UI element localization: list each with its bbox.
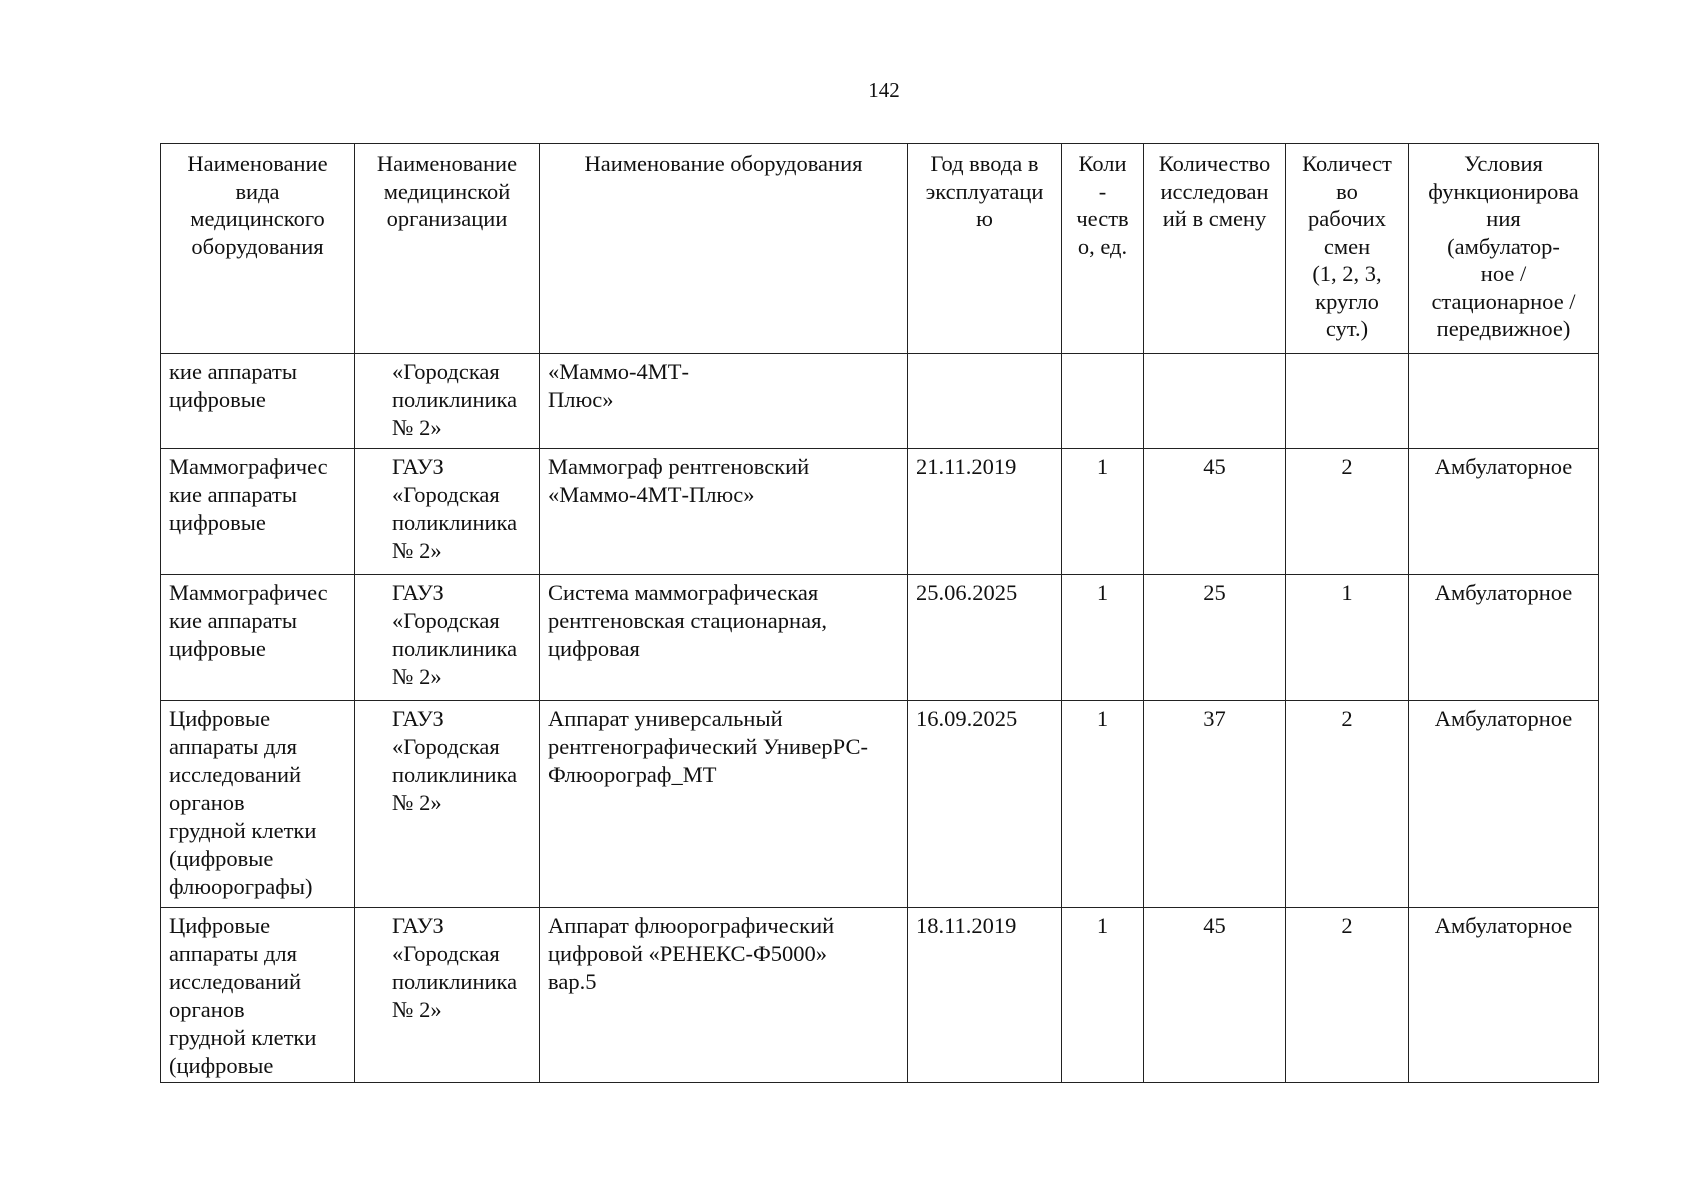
cell-operating-conditions: Амбулаторное [1409,449,1599,575]
cell-studies-per-shift [1144,354,1286,449]
cell-equipment-name: Система маммографическая рентгеновская стационарная, цифровая [540,575,908,701]
header-shift-count: Количест во рабочих смен (1, 2, 3, кругло сут.) [1286,144,1409,354]
cell-operating-conditions [1409,354,1599,449]
cell-equipment-type: кие аппараты цифровые [161,354,355,449]
cell-organization: ГАУЗ «Городская поликлиника № 2» [355,701,540,908]
cell-equipment-name: Аппарат флюорографический цифровой «РЕНЕКС-Ф5000» вар.5 [540,908,908,1083]
table-row [161,354,1599,449]
cell-quantity [1062,354,1144,449]
cell-commission-year [908,354,1062,449]
cell-equipment-name: Маммограф рентгеновский «Маммо-4МТ-Плюс» [540,449,908,575]
table-row [161,449,1599,575]
table-row [161,701,1599,908]
cell-operating-conditions: Амбулаторное [1409,908,1599,1083]
cell-shift-count: 2 [1286,449,1409,575]
header-operating-conditions: Условия функционирова ния (амбулатор- ное / стационарное / передвижное) [1409,144,1599,354]
cell-shift-count [1286,354,1409,449]
cell-commission-year: 21.11.2019 [908,449,1062,575]
cell-commission-year: 16.09.2025 [908,701,1062,908]
header-quantity: Коли - честв о, ед. [1062,144,1144,354]
equipment-table [160,143,1599,1083]
header-equipment-name: Наименование оборудования [540,144,908,354]
cell-quantity: 1 [1062,701,1144,908]
cell-equipment-type: Маммографичес кие аппараты цифровые [161,449,355,575]
header-commission-year: Год ввода в эксплуатаци ю [908,144,1062,354]
cell-quantity: 1 [1062,908,1144,1083]
cell-shift-count: 1 [1286,575,1409,701]
cell-equipment-type: Цифровые аппараты для исследований органов грудной клетки (цифровые [161,908,355,1083]
cell-organization: ГАУЗ «Городская поликлиника № 2» [355,908,540,1083]
cell-operating-conditions: Амбулаторное [1409,575,1599,701]
cell-operating-conditions: Амбулаторное [1409,701,1599,908]
page-number: 142 [868,78,900,102]
cell-shift-count: 2 [1286,701,1409,908]
header-studies-per-shift: Количество исследован ий в смену [1144,144,1286,354]
cell-commission-year: 25.06.2025 [908,575,1062,701]
table-row [161,908,1599,1083]
cell-quantity: 1 [1062,575,1144,701]
cell-organization: ГАУЗ «Городская поликлиника № 2» [355,449,540,575]
cell-organization: «Городская поликлиника № 2» [355,354,540,449]
table-row [161,575,1599,701]
cell-studies-per-shift: 37 [1144,701,1286,908]
cell-equipment-type: Цифровые аппараты для исследований органов грудной клетки (цифровые флюорографы) [161,701,355,908]
cell-studies-per-shift: 45 [1144,908,1286,1083]
table-header-row [161,144,1599,354]
header-organization: Наименование медицинской организации [355,144,540,354]
header-equipment-type: Наименование вида медицинского оборудования [161,144,355,354]
cell-equipment-name: «Маммо-4МТ- Плюс» [540,354,908,449]
cell-studies-per-shift: 45 [1144,449,1286,575]
cell-equipment-name: Аппарат универсальный рентгенографический УниверРС- Флюорограф_МТ [540,701,908,908]
cell-studies-per-shift: 25 [1144,575,1286,701]
cell-quantity: 1 [1062,449,1144,575]
cell-commission-year: 18.11.2019 [908,908,1062,1083]
cell-organization: ГАУЗ «Городская поликлиника № 2» [355,575,540,701]
cell-shift-count: 2 [1286,908,1409,1083]
cell-equipment-type: Маммографичес кие аппараты цифровые [161,575,355,701]
